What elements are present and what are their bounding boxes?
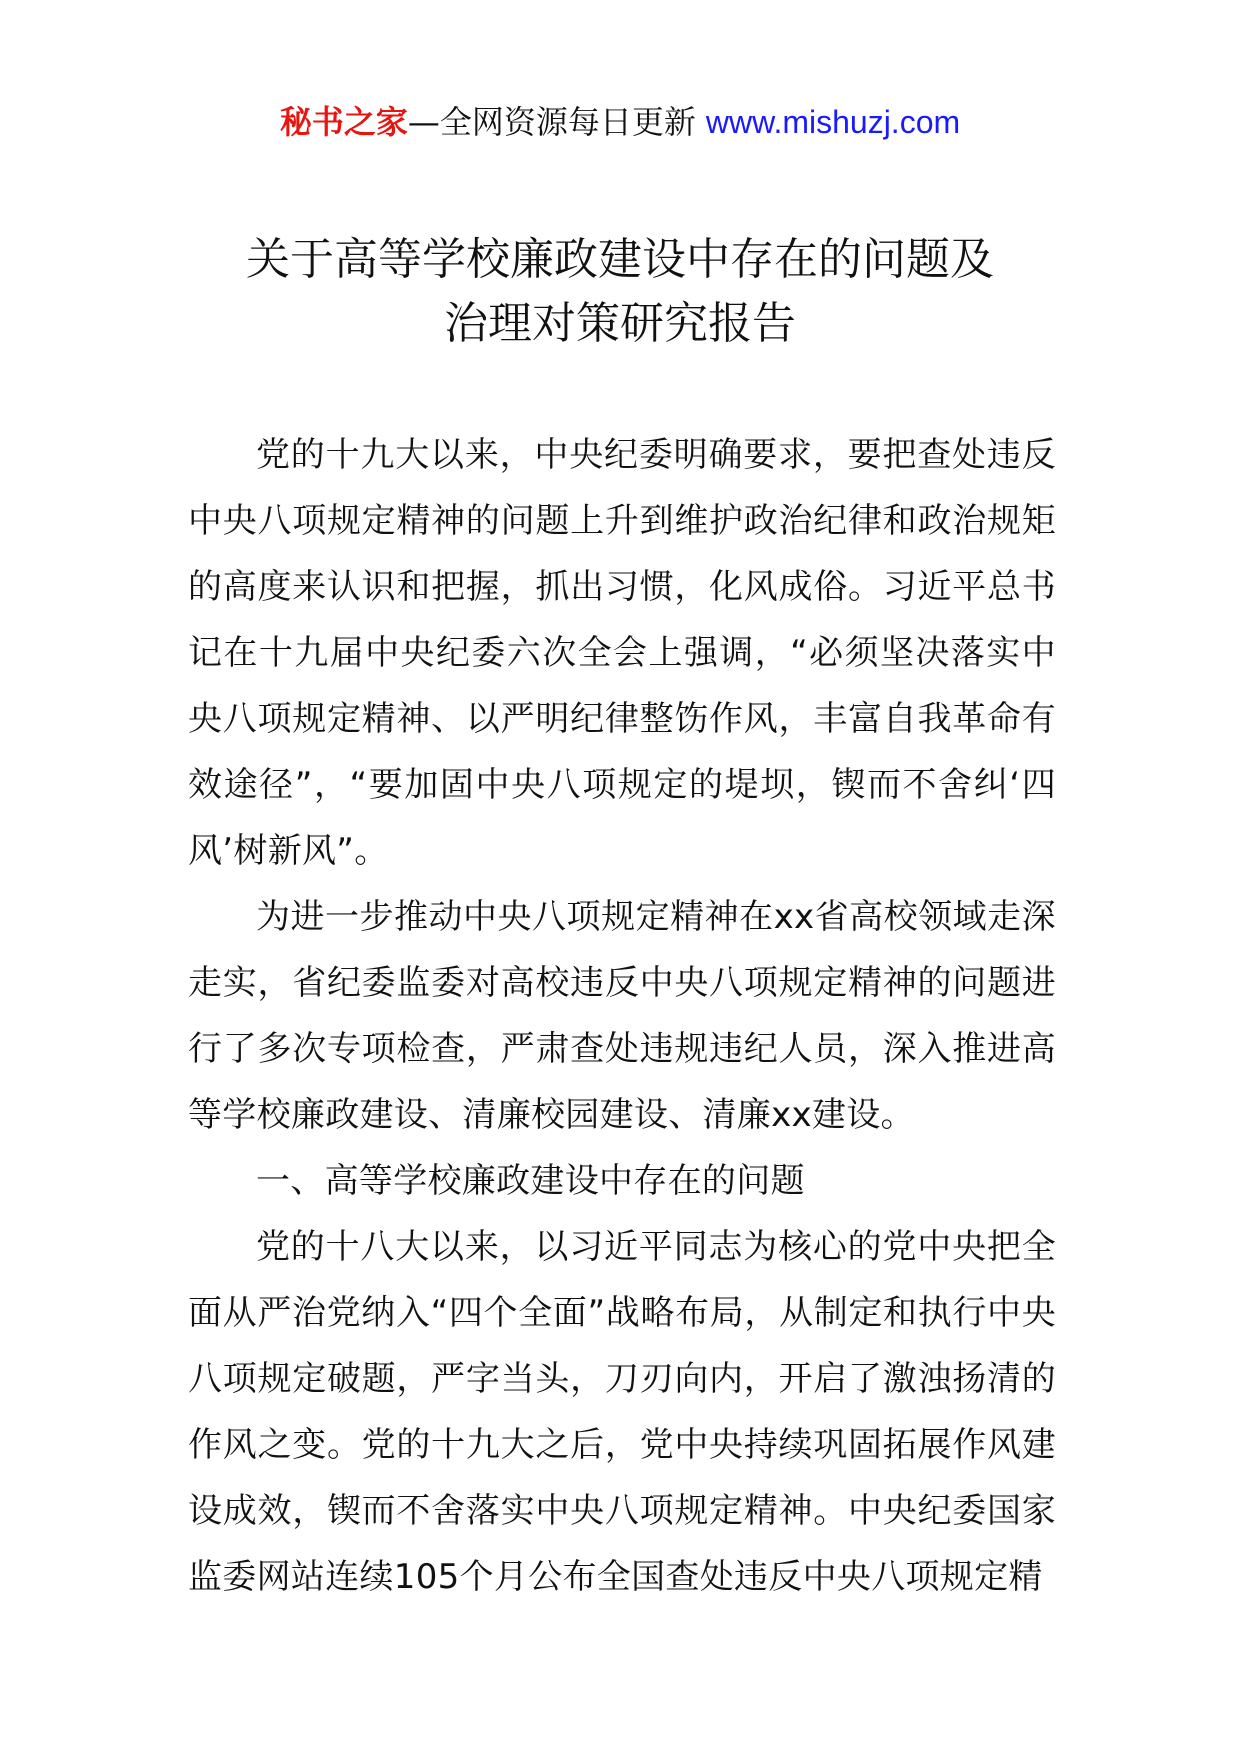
site-brand: 秘书之家	[279, 103, 408, 141]
document-title	[0, 228, 1240, 356]
title-line-2: 治理对策研究报告	[444, 298, 796, 349]
title-line-1: 关于高等学校廉政建设中存在的问题及	[246, 234, 994, 285]
site-header	[0, 98, 1240, 146]
paragraph-3: 党的十八大以来，以习近平同志为核心的党中央把全面从严治党纳入“四个全面”战略布局，从制定和执行中央八项规定破题，严字当头，刀刃向内，开启了激浊扬清的作风之变。党的十九大之后，党中央持续巩固拓展作风建设成效，锲而不舍落实中央八项规定精神。中央纪委国家监委网站连续105个月公布全国查处违反中央八项规定精	[188, 1227, 1056, 1597]
site-tagline: —全网资源每日更新	[407, 103, 696, 141]
document-body	[188, 422, 1056, 1610]
site-url-link[interactable]: www.mishuzj.com	[705, 104, 961, 140]
section-heading: 一、高等学校廉政建设中存在的问题	[256, 1161, 805, 1201]
paragraph-1: 党的十九大以来，中央纪委明确要求，要把查处违反中央八项规定精神的问题上升到维护政治纪律和政治规矩的高度来认识和把握，抓出习惯，化风成俗。习近平总书记在十九届中央纪委六次全会上强调，“必须坚决落实中央八项规定精神、以严明纪律整饬作风，丰富自我革命有效途径”，“要加固中央八项规定的堤坝，锲而不舍纠‘四风’树新风”。	[188, 435, 1056, 871]
paragraph-2: 为进一步推动中央八项规定精神在xx省高校领域走深走实，省纪委监委对高校违反中央八项规定精神的问题进行了多次专项检查，严肃查处违规违纪人员，深入推进高等学校廉政建设、清廉校园建设、清廉xx建设。	[188, 897, 1056, 1135]
